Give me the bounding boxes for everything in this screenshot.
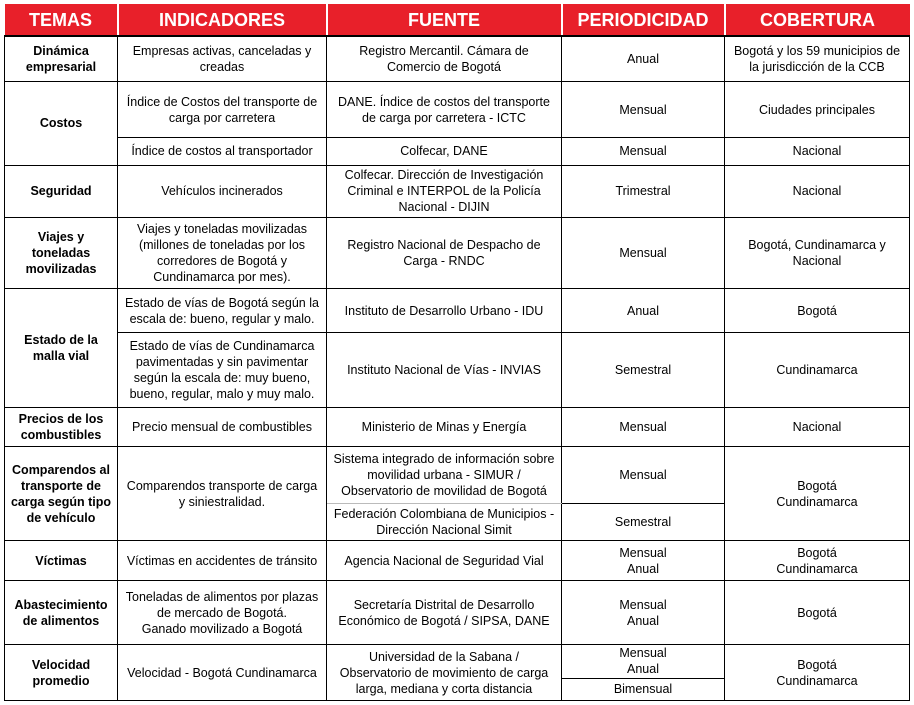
periodicidad-cell: Mensual Anual — [562, 581, 725, 645]
fuente-cell: Secretaría Distrital de Desarrollo Económico de Bogotá / SIPSA, DANE — [327, 581, 562, 645]
cobertura-cell: Bogotá — [725, 289, 910, 333]
fuente-cell: Colfecar, DANE — [327, 138, 562, 165]
periodicidad-cell: Mensual — [562, 446, 725, 503]
indicador-cell: Índice de Costos del transporte de carga por carretera — [118, 82, 327, 138]
tema-cell: Dinámica empresarial — [5, 36, 118, 82]
indicador-cell: Víctimas en accidentes de tránsito — [118, 541, 327, 581]
indicador-cell: Estado de vías de Bogotá según la escala de: bueno, regular y malo. — [118, 289, 327, 333]
tema-cell: Velocidad promedio — [5, 645, 118, 701]
cobertura-cell: Bogotá Cundinamarca — [725, 541, 910, 581]
indicador-cell: Viajes y toneladas movilizadas (millones de toneladas por los corredores de Bogotá y Cundinamarca por mes). — [118, 218, 327, 289]
periodicidad-cell: Mensual — [562, 408, 725, 447]
cobertura-cell: Ciudades principales — [725, 82, 910, 138]
tema-cell: Precios de los combustibles — [5, 408, 118, 447]
table-row — [5, 36, 910, 82]
tema-cell: Comparendos al transporte de carga según tipo de vehículo — [5, 446, 118, 540]
fuente-cell: Ministerio de Minas y Energía — [327, 408, 562, 447]
periodicidad-cell: Mensual Anual — [562, 645, 725, 679]
table-row — [5, 82, 910, 138]
header-temas: TEMAS — [5, 4, 118, 36]
cobertura-cell: Cundinamarca — [725, 333, 910, 408]
header-cobertura: COBERTURA — [725, 4, 910, 36]
fuente-cell: DANE. Índice de costos del transporte de carga por carretera - ICTC — [327, 82, 562, 138]
periodicidad-cell: Bimensual — [562, 678, 725, 700]
fuente-cell: Universidad de la Sabana / Observatorio de movimiento de carga larga, mediana y corta distancia — [327, 645, 562, 701]
cobertura-cell: Bogotá y los 59 municipios de la jurisdicción de la CCB — [725, 36, 910, 82]
table-row — [5, 541, 910, 581]
cobertura-cell: Bogotá Cundinamarca — [725, 645, 910, 701]
indicador-cell: Comparendos transporte de carga y siniestralidad. — [118, 446, 327, 540]
cobertura-cell: Bogotá — [725, 581, 910, 645]
periodicidad-cell: Anual — [562, 289, 725, 333]
indicador-cell: Toneladas de alimentos por plazas de mercado de Bogotá. Ganado movilizado a Bogotá — [118, 581, 327, 645]
cobertura-cell: Nacional — [725, 165, 910, 218]
indicators-table — [4, 4, 910, 701]
fuente-cell: Registro Mercantil. Cámara de Comercio de Bogotá — [327, 36, 562, 82]
tema-cell: Víctimas — [5, 541, 118, 581]
fuente-cell: Registro Nacional de Despacho de Carga - RNDC — [327, 218, 562, 289]
cobertura-cell: Nacional — [725, 138, 910, 165]
header-indicadores: INDICADORES — [118, 4, 327, 36]
periodicidad-cell: Trimestral — [562, 165, 725, 218]
tema-cell: Costos — [5, 82, 118, 165]
header-periodicidad: PERIODICIDAD — [562, 4, 725, 36]
cobertura-cell: Nacional — [725, 408, 910, 447]
table-row — [5, 138, 910, 165]
periodicidad-cell: Mensual — [562, 82, 725, 138]
table-row — [5, 165, 910, 218]
table-row — [5, 581, 910, 645]
indicador-cell: Precio mensual de combustibles — [118, 408, 327, 447]
periodicidad-cell: Mensual Anual — [562, 541, 725, 581]
tema-cell: Viajes y toneladas movilizadas — [5, 218, 118, 289]
table-row — [5, 289, 910, 333]
fuente-cell: Colfecar. Dirección de Investigación Criminal e INTERPOL de la Policía Nacional - DIJIN — [327, 165, 562, 218]
cobertura-cell: Bogotá, Cundinamarca y Nacional — [725, 218, 910, 289]
indicador-cell: Estado de vías de Cundinamarca pavimentadas y sin pavimentar según la escala de: muy bueno, bueno, regular, malo y muy malo. — [118, 333, 327, 408]
periodicidad-cell: Semestral — [562, 503, 725, 541]
periodicidad-cell: Semestral — [562, 333, 725, 408]
table-row — [5, 333, 910, 408]
table-row — [5, 446, 910, 503]
fuente-cell: Instituto Nacional de Vías - INVIAS — [327, 333, 562, 408]
table-row — [5, 408, 910, 447]
tema-cell: Abastecimiento de alimentos — [5, 581, 118, 645]
indicador-cell: Índice de costos al transportador — [118, 138, 327, 165]
fuente-cell: Agencia Nacional de Seguridad Vial — [327, 541, 562, 581]
table-row — [5, 645, 910, 679]
periodicidad-cell: Mensual — [562, 218, 725, 289]
fuente-cell: Federación Colombiana de Municipios - Dirección Nacional Simit — [327, 503, 562, 541]
indicador-cell: Empresas activas, canceladas y creadas — [118, 36, 327, 82]
periodicidad-cell: Anual — [562, 36, 725, 82]
header-fuente: FUENTE — [327, 4, 562, 36]
indicador-cell: Velocidad - Bogotá Cundinamarca — [118, 645, 327, 701]
table-row — [5, 218, 910, 289]
periodicidad-cell: Mensual — [562, 138, 725, 165]
tema-cell: Estado de la malla vial — [5, 289, 118, 408]
header-row — [5, 4, 910, 36]
cobertura-cell: Bogotá Cundinamarca — [725, 446, 910, 540]
tema-cell: Seguridad — [5, 165, 118, 218]
fuente-cell: Sistema integrado de información sobre movilidad urbana - SIMUR / Observatorio de movilidad de Bogotá — [327, 446, 562, 503]
indicador-cell: Vehículos incinerados — [118, 165, 327, 218]
fuente-cell: Instituto de Desarrollo Urbano - IDU — [327, 289, 562, 333]
